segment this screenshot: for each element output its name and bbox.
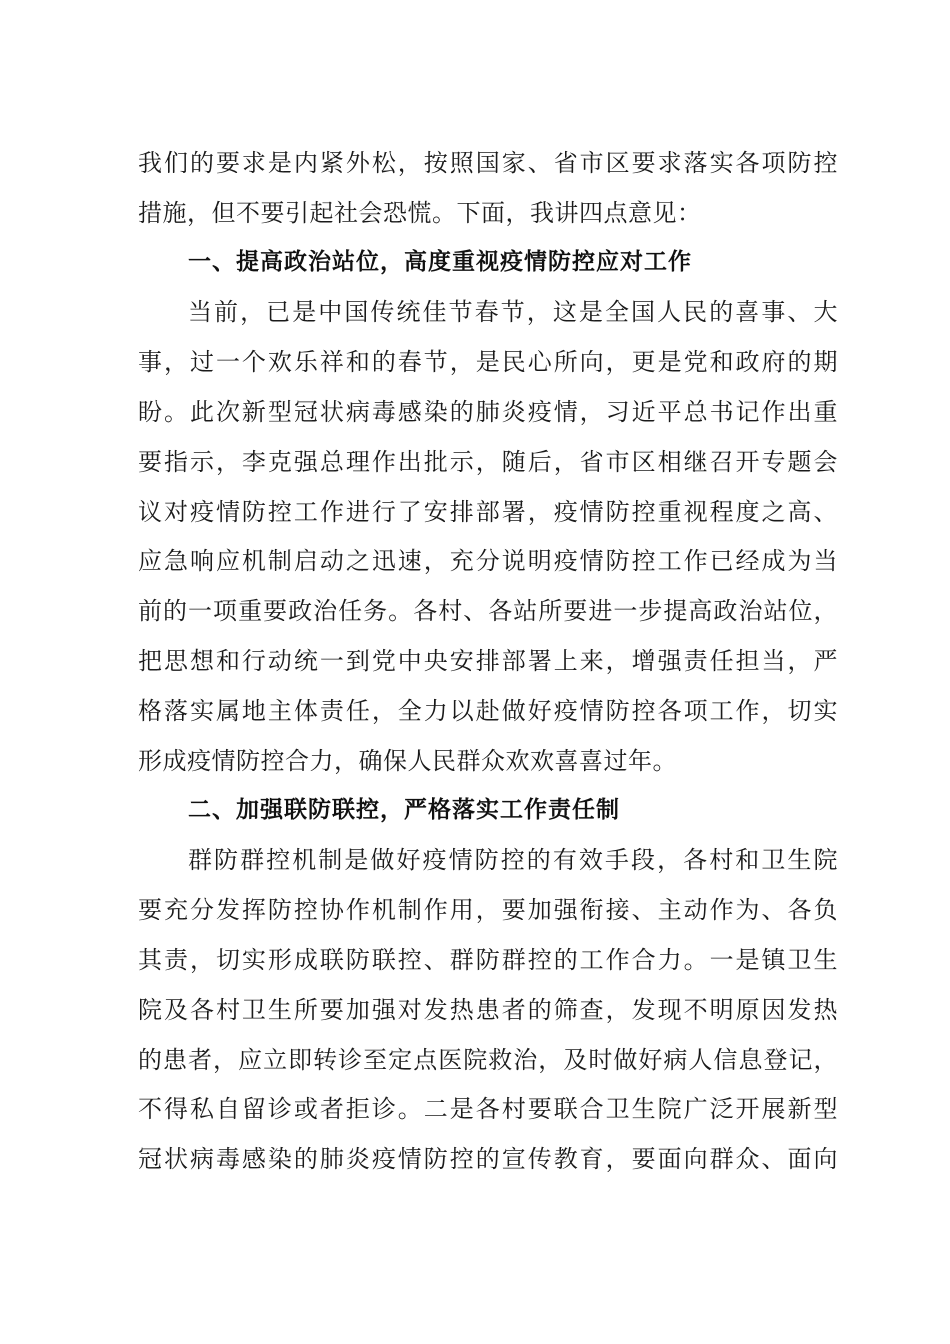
paragraph-line: 当前，已是中国传统佳节春节，这是全国人民的喜事、大: [188, 298, 838, 326]
section-heading-1: 一、提高政治站位，高度重视疫情防控应对工作: [188, 249, 692, 275]
paragraph-line: 不得私自留诊或者拒诊。二是各村要联合卫生院广泛开展新型: [138, 1095, 838, 1123]
paragraph-line: 格落实属地主体责任，全力以赴做好疫情防控各项工作，切实: [138, 697, 838, 725]
paragraph-line: 议对疫情防控工作进行了安排部署，疫情防控重视程度之高、: [138, 498, 838, 526]
paragraph-line: 冠状病毒感染的肺炎疫情防控的宣传教育，要面向群众、面向: [138, 1145, 838, 1173]
paragraph-line: 应急响应机制启动之迅速，充分说明疫情防控工作已经成为当: [138, 547, 838, 575]
section-heading-2: 二、加强联防联控，严格落实工作责任制: [188, 797, 620, 823]
paragraph-line: 我们的要求是内紧外松，按照国家、省市区要求落实各项防控: [138, 149, 838, 177]
paragraph-line: 群防群控机制是做好疫情防控的有效手段，各村和卫生院: [188, 846, 838, 874]
paragraph-line: 要充分发挥防控协作机制作用，要加强衔接、主动作为、各负: [138, 896, 838, 924]
paragraph-line: 的患者，应立即转诊至定点医院救治，及时做好病人信息登记，: [138, 1046, 838, 1074]
paragraph-line: 事，过一个欢乐祥和的春节，是民心所向，更是党和政府的期: [138, 348, 838, 376]
paragraph-line: 前的一项重要政治任务。各村、各站所要进一步提高政治站位，: [138, 597, 838, 625]
paragraph-line: 形成疫情防控合力，确保人民群众欢欢喜喜过年。: [138, 747, 677, 775]
paragraph-line: 要指示，李克强总理作出批示，随后，省市区相继召开专题会: [138, 448, 838, 476]
paragraph-line: 盼。此次新型冠状病毒感染的肺炎疫情，习近平总书记作出重: [138, 398, 838, 426]
paragraph-line: 措施，但不要引起社会恐慌。下面，我讲四点意见：: [138, 199, 702, 227]
paragraph-line: 院及各村卫生所要加强对发热患者的筛查，发现不明原因发热: [138, 996, 838, 1024]
paragraph-line: 把思想和行动统一到党中央安排部署上来，增强责任担当，严: [138, 647, 838, 675]
paragraph-line: 其责，切实形成联防联控、群防群控的工作合力。一是镇卫生: [138, 946, 838, 974]
